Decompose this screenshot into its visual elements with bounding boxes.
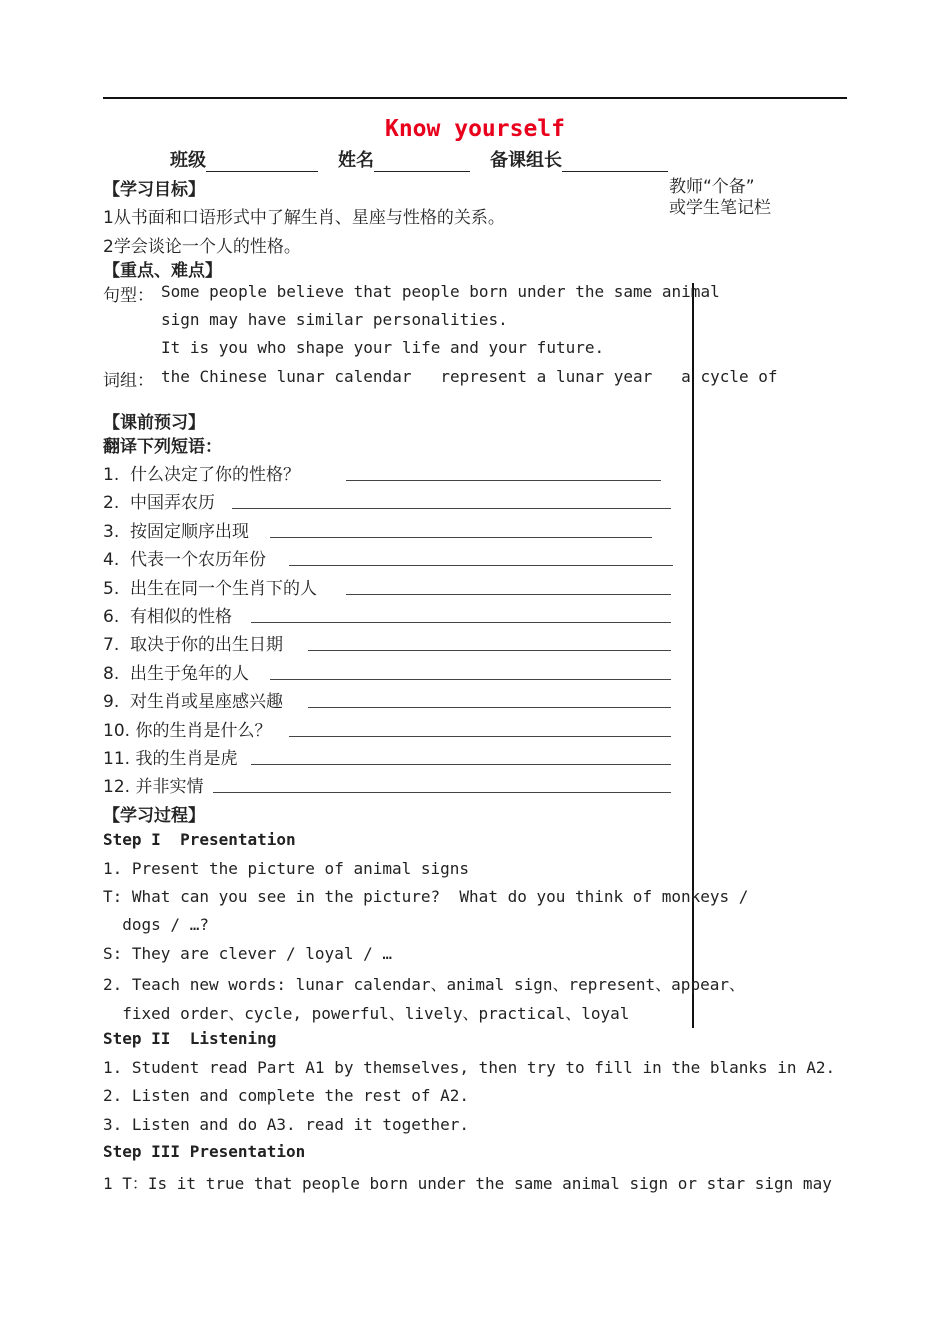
class-label: 班级 — [170, 150, 206, 171]
answer-blank[interactable] — [346, 594, 671, 595]
answer-blank[interactable] — [308, 707, 671, 708]
class-blank[interactable] — [206, 151, 318, 172]
step2-line: 3. Listen and do A3. read it together. — [103, 1115, 470, 1134]
side-note-line1: 教师“个备” — [669, 177, 755, 197]
phrase-list: the Chinese lunar calendar represent a lunar year a cycle of — [161, 367, 778, 386]
answer-blank[interactable] — [251, 622, 671, 623]
key-points-heading: 【重点、难点】 — [103, 261, 222, 281]
page-title: Know yourself — [384, 116, 565, 142]
answer-blank[interactable] — [289, 736, 671, 737]
step1-line: dogs / …? — [103, 915, 209, 934]
step2-title: Step II Listening — [103, 1029, 277, 1048]
sentence-item: sign may have similar personalities. — [161, 310, 508, 329]
step3-title: Step III Presentation — [103, 1142, 306, 1161]
step1-line: S: They are clever / loyal / … — [103, 944, 392, 963]
name-blank[interactable] — [374, 151, 470, 172]
name-label: 姓名 — [338, 150, 374, 171]
step1-line: 2. Teach new words: lunar calendar、animal sign、represent、appear、 — [103, 975, 745, 994]
preview-item: 3. 按固定顺序出现 — [103, 522, 250, 542]
leader-label: 备课组长 — [490, 150, 562, 171]
answer-blank[interactable] — [270, 537, 652, 538]
preview-heading: 【课前预习】 — [103, 413, 205, 433]
answer-blank[interactable] — [308, 650, 671, 651]
answer-blank[interactable] — [346, 480, 661, 481]
answer-blank[interactable] — [251, 764, 671, 765]
answer-blank[interactable] — [213, 792, 671, 793]
preview-item: 9. 对生肖或星座感兴趣 — [103, 692, 284, 712]
objective-item: 1从书面和口语形式中了解生肖、星座与性格的关系。 — [103, 208, 505, 228]
sentence-label: 句型： — [103, 286, 154, 306]
objective-item: 2学会谈论一个人的性格。 — [103, 237, 301, 257]
leader-blank[interactable] — [562, 151, 668, 172]
top-rule — [103, 97, 847, 99]
side-note — [669, 177, 771, 219]
preview-item: 5. 出生在同一个生肖下的人 — [103, 579, 318, 599]
answer-blank[interactable] — [270, 679, 671, 680]
step1-title: Step I Presentation — [103, 830, 296, 849]
objectives-heading: 【学习目标】 — [103, 180, 205, 200]
step2-line: 1. Student read Part A1 by themselves, then try to fill in the blanks in A2. — [103, 1058, 836, 1077]
preview-item: 4. 代表一个农历年份 — [103, 550, 267, 570]
answer-blank[interactable] — [289, 565, 673, 566]
preview-item: 1. 什么决定了你的性格？ — [103, 465, 301, 485]
preview-item: 6. 有相似的性格 — [103, 607, 233, 627]
preview-item: 12. 并非实情 — [103, 777, 204, 797]
answer-blank[interactable] — [232, 508, 671, 509]
preview-item: 2. 中国弄农历 — [103, 493, 216, 513]
phrase-label: 词组： — [103, 371, 154, 391]
process-heading: 【学习过程】 — [103, 806, 205, 826]
step2-line: 2. Listen and complete the rest of A2. — [103, 1086, 470, 1105]
step1-line: fixed order、cycle, powerful、lively、practical、loyal — [103, 1004, 630, 1023]
sentence-item: Some people believe that people born under the same animal — [161, 282, 720, 301]
preview-item: 11. 我的生肖是虎 — [103, 749, 238, 769]
preview-item: 8. 出生于兔年的人 — [103, 664, 250, 684]
step3-line: 1 T：Is it true that people born under the same animal sign or star sign may — [103, 1174, 832, 1193]
preview-subheading: 翻译下列短语： — [103, 437, 222, 457]
header-fields — [170, 146, 668, 172]
step1-line: T: What can you see in the picture? What do you think of monkeys / — [103, 887, 749, 906]
preview-item: 7. 取决于你的出生日期 — [103, 635, 284, 655]
preview-item: 10. 你的生肖是什么？ — [103, 721, 272, 741]
side-note-line2: 或学生笔记栏 — [669, 198, 771, 218]
note-column-divider — [692, 283, 694, 1028]
sentence-item: It is you who shape your life and your future. — [161, 338, 605, 357]
step1-line: 1. Present the picture of animal signs — [103, 859, 470, 878]
